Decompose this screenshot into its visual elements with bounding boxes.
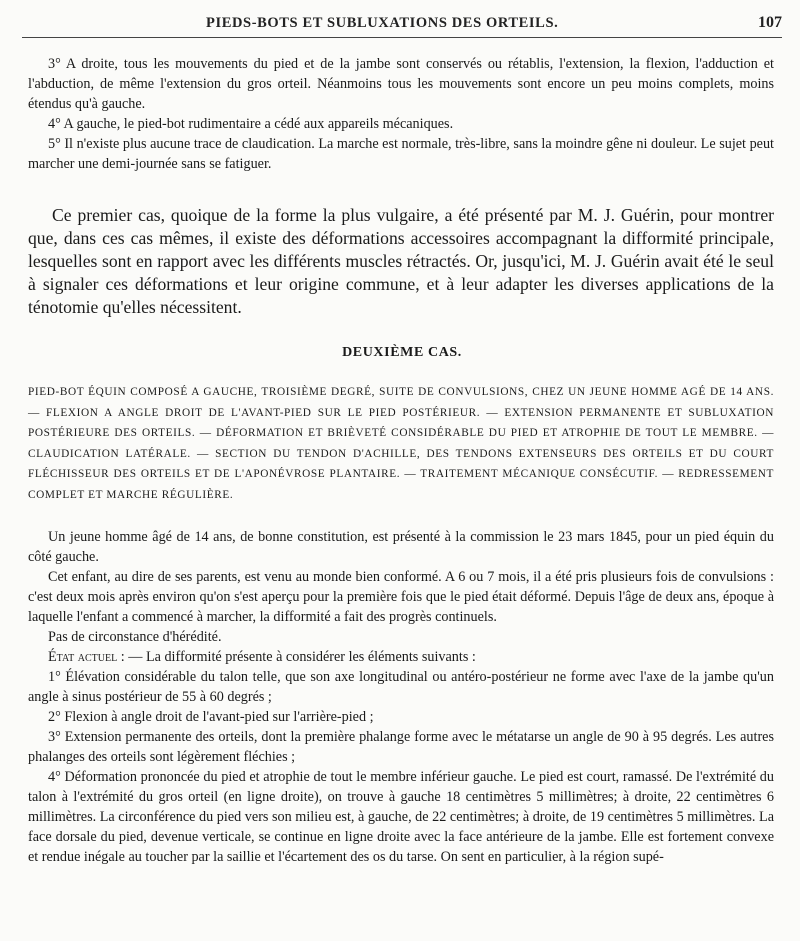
body-paragraph: Un jeune homme âgé de 14 ans, de bonne constitution, est présenté à la commission le 23 mars 1845, pour un pied équin du côté gauche. — [28, 529, 774, 565]
list-item: 3° Extension permanente des orteils, dont la première phalange forme avec le métatarse un angle de 90 à 95 degrés. Les autres phalanges des orteils sont légèrement fléchies ; — [28, 729, 774, 765]
commentary-paragraph: Ce premier cas, quoique de la forme la plus vulgaire, a été présenté par M. J. Guérin, pour montrer que, dans ces cas mêmes, il existe des déformations accessoires accompagnant la difformité principale, lesquelles sont en rapport avec les différents muscles rétractés. Or, jusqu'ici, M. J. Guérin avait été le seul à signaler ces déformations et leur origine commune, et à leur adapter les diverses applications de la ténotomie qu'elles nécessitent. — [28, 205, 774, 317]
case-body — [28, 527, 774, 867]
running-title: PIEDS-BOTS ET SUBLUXATIONS DES ORTEILS. — [206, 15, 559, 31]
book-page — [22, 0, 782, 941]
commentary-block — [28, 204, 774, 319]
continued-list — [28, 54, 774, 174]
etat-actuel-paragraph — [28, 647, 774, 667]
etat-actuel-text: : — La difformité présente à considérer les éléments suivants : — [117, 649, 476, 665]
body-paragraph: Cet enfant, au dire de ses parents, est venu au monde bien conformé. A 6 ou 7 mois, il a été pris plusieurs fois de convulsions : c'est deux mois après environ qu'on s'est aperçu pour la première fois que le pied était déformé. Depuis l'âge de deux ans, époque à laquelle l'enfant a commencé à marcher, la difformité a fait des progrès continuels. — [28, 569, 774, 625]
body-paragraph: Pas de circonstance d'hérédité. — [48, 629, 222, 645]
list-item: 1° Élévation considérable du talon telle, que son axe longitudinal ou antéro-postérieur ne forme avec l'axe de la jambe qu'un angle à sinus postérieur de 55 à 60 degrés ; — [28, 669, 774, 705]
list-item: 4° A gauche, le pied-bot rudimentaire a cédé aux appareils mécaniques. — [48, 116, 454, 132]
list-item: 5° Il n'existe plus aucune trace de claudication. La marche est normale, très-libre, sans la moindre gêne ni douleur. Le sujet peut marcher une demi-journée sans se fatiguer. — [28, 136, 774, 172]
list-item: 2° Flexion à angle droit de l'avant-pied sur l'arrière-pied ; — [48, 709, 374, 725]
case-summary — [28, 382, 774, 506]
etat-actuel-label: État actuel — [48, 649, 118, 665]
page-header — [22, 13, 782, 38]
list-item: 4° Déformation prononcée du pied et atrophie de tout le membre inférieur gauche. Le pied est court, ramassé. De l'extrémité du talon à l'extrémité du gros orteil (en ligne droite), on trouve à gauche 18 centimètres 5 millimètres; à droite, 22 centimètres 6 millimètres. La circonférence du pied vers son milieu est, à gauche, de 22 centimètres; à droite, de 19 centimètres 5 millimètres. La face dorsale du pied, devenue verticale, se continue en ligne droite avec la face antérieure de la jambe. Elle est fortement convexe et rendue inégale au toucher par la saillie et l'écartement des os du tarse. On sent en particulier, à la région supé- — [28, 769, 774, 865]
case-summary-text: PIED-BOT ÉQUIN COMPOSÉ A GAUCHE, TROISIÈME DEGRÉ, SUITE DE CONVULSIONS, CHEZ UN JEUNE HOMME AGÉ DE 14 ANS. — FLEXION A ANGLE DROIT DE L'AVANT-PIED SUR LE PIED POSTÉRIEUR. — EXTENSION PERMANENTE ET SUBLUXATION POSTÉRIEURE DES ORTEILS. — DÉFORMATION ET BRIÈVETÉ CONSIDÉRABLE DU PIED ET ATROPHIE DE TOUT LE MEMBRE. — CLAUDICATION LATÉRALE. — SECTION DU TENDON D'ACHILLE, DES TENDONS EXTENSEURS DES ORTEILS ET DU COURT FLÉCHISSEUR DES ORTEILS ET DE L'APONÉVROSE PLANTAIRE. — TRAITEMENT MÉCANIQUE CONSÉCUTIF. — REDRESSEMENT COMPLET ET MARCHE RÉGULIÈRE. — [28, 386, 774, 501]
page-number: 107 — [758, 14, 782, 31]
case-heading: DEUXIÈME CAS. — [342, 345, 462, 360]
list-item: 3° A droite, tous les mouvements du pied et de la jambe sont conservés ou rétablis, l'extension, la flexion, l'adduction et l'abduction, de même l'extension du gros orteil. Néanmoins tous les mouvements sont encore un peu moins complets, moins étendus qu'à gauche. — [28, 56, 774, 112]
